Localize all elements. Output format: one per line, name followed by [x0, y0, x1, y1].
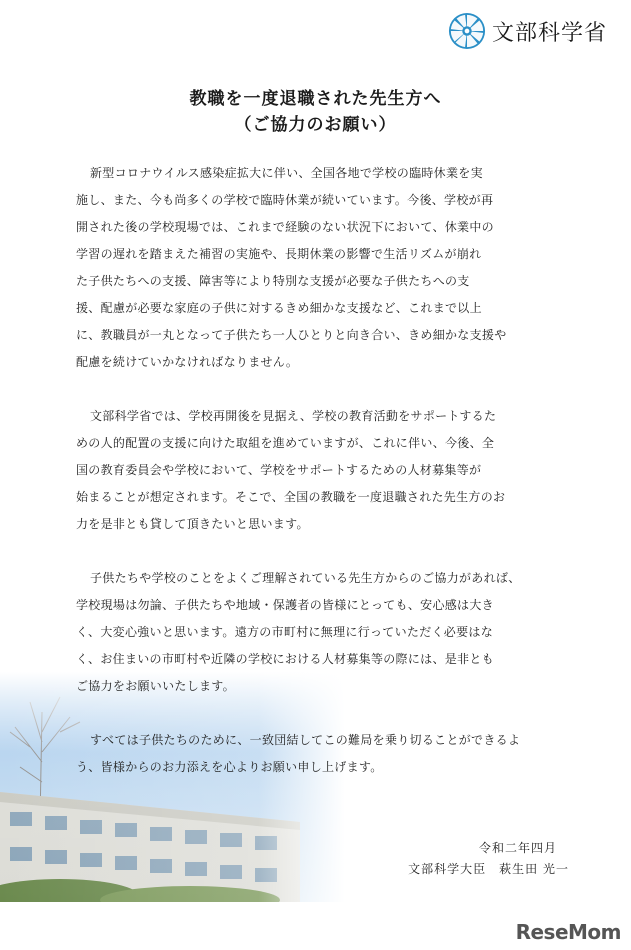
- text-line: 文部科学省では、学校再開後を見据え、学校の教育活動をサポートするた: [90, 409, 497, 423]
- paragraph-4: [76, 727, 576, 781]
- letter-body: [76, 160, 576, 781]
- resemom-watermark: [516, 920, 621, 944]
- mext-logo: [448, 12, 607, 50]
- logo-text: 文部科学省: [491, 20, 607, 46]
- text-line: 学校現場は勿論、子供たちや地域・保護者の皆様にとっても、安心感は大き: [76, 598, 494, 612]
- title-line-1: 教職を一度退職された先生方へ: [189, 89, 442, 109]
- letter-date: 令和二年四月: [478, 841, 557, 855]
- paragraph-3: [76, 565, 576, 700]
- text-line: 力を是非とも貸して頂きたいと思います。: [76, 517, 309, 531]
- text-line: 施し、また、今も尚多くの学校で臨時休業が続いています。今後、学校が再: [76, 193, 494, 207]
- text-line: 開された後の学校現場では、これまで経験のない状況下において、休業中の: [76, 220, 494, 234]
- letter-signer: 文部科学大臣 萩生田 光一: [408, 862, 569, 876]
- text-line: 国の教育委員会や学校において、学校をサポートするための人材募集等が: [76, 463, 482, 477]
- text-line: 援、配慮が必要な家庭の子供に対するきめ細かな支援など、これまで以上: [76, 301, 482, 315]
- text-line: た子供たちへの支援、障害等により特別な支援が必要な子供たちへの支: [76, 274, 470, 288]
- text-line: ご協力をお願いいたします。: [76, 679, 235, 693]
- text-line: 子供たちや学校のことをよくご理解されている先生方からのご協力があれば、: [90, 571, 521, 585]
- text-line: く、大変心強いと思います。遠方の市町村に無理に行っていただく必要はな: [76, 625, 494, 639]
- watermark-text: ReseMom: [515, 920, 621, 944]
- paragraph-1: [76, 160, 576, 376]
- page-title: [0, 86, 631, 138]
- text-line: めの人的配置の支援に向けた取組を進めていますが、これに伴い、今後、全: [76, 436, 495, 450]
- text-line: 新型コロナウイルス感染症拡大に伴い、全国各地で学校の臨時休業を実: [90, 166, 483, 180]
- text-line: に、教職員が一丸となって子供たち一人ひとりと向き合い、きめ細かな支援や: [76, 328, 507, 342]
- text-line: う、皆様からのお力添えを心よりお願い申し上げます。: [76, 760, 383, 774]
- mext-logo-icon: [448, 12, 486, 50]
- title-line-2: （ご協力のお願い）: [234, 115, 397, 135]
- paragraph-2: [76, 403, 576, 538]
- text-line: く、お住まいの市町村や近隣の学校における人材募集等の際には、是非とも: [76, 652, 494, 666]
- text-line: すべては子供たちのために、一致団結してこの難局を乗り切ることができるよ: [90, 733, 521, 747]
- text-line: 始まることが想定されます。そこで、全国の教職を一度退職された先生方のお: [76, 490, 506, 504]
- text-line: 配慮を続けていかなければなりません。: [76, 355, 299, 369]
- text-line: 学習の遅れを踏まえた補習の実施や、長期休業の影響で生活リズムが崩れ: [76, 247, 482, 261]
